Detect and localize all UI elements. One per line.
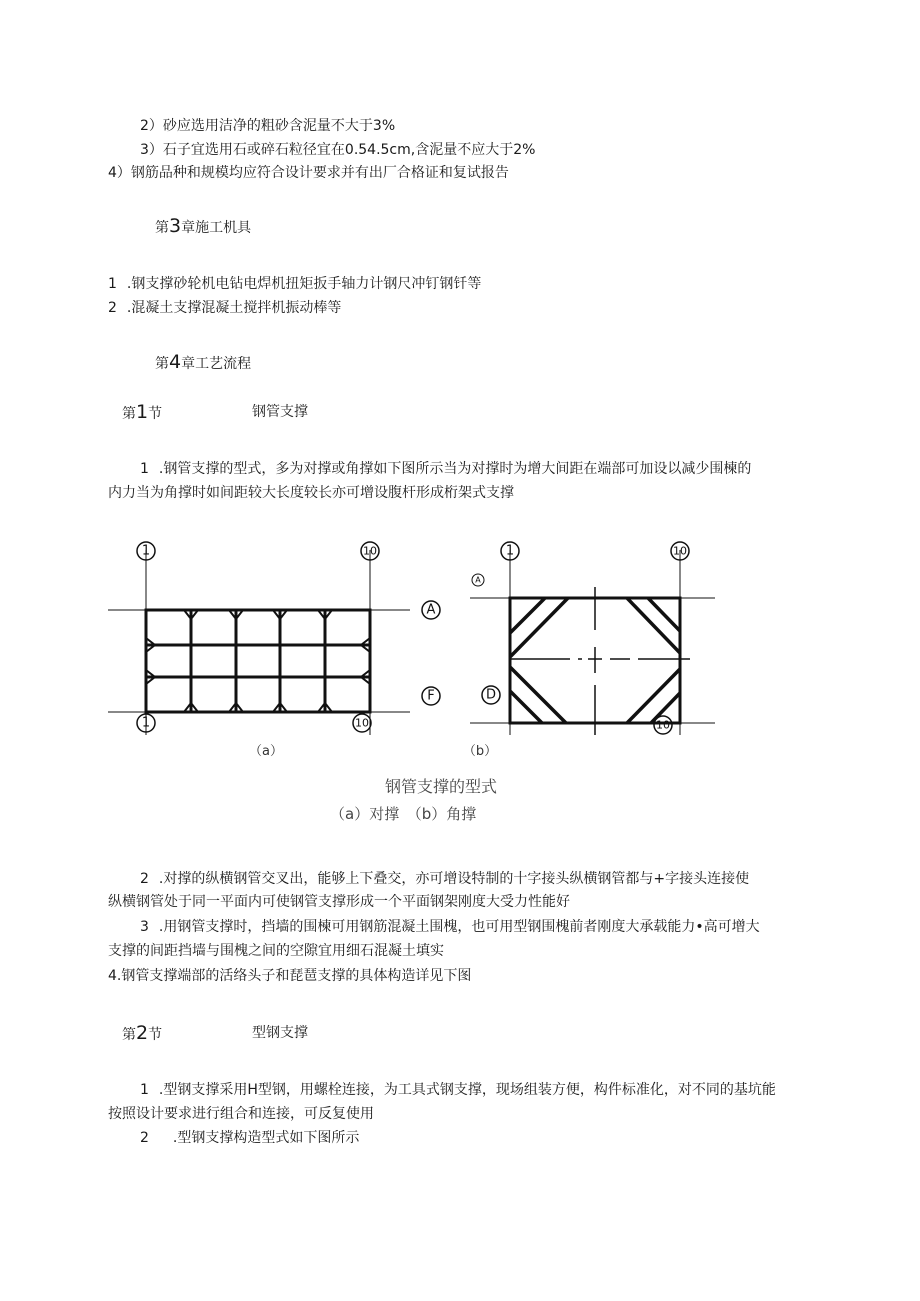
section1-para1-line1 — [140, 459, 751, 479]
axis-label: 10 — [673, 544, 687, 558]
section-suffix: 节 — [148, 406, 163, 422]
para-number: 2 — [140, 1130, 149, 1146]
list-number: 2 — [108, 300, 117, 316]
list-text: .混凝土支撑混凝土搅拌机振动棒等 — [126, 300, 342, 316]
section2-title: 型钢支撑 — [252, 1025, 308, 1041]
chapter-prefix: 第 — [155, 356, 169, 372]
section1-para2-line2: 纵横钢管处于同一平面内可使钢管支撑形成一个平面钢架刚度大受力性能好 — [108, 894, 570, 910]
steel-pipe-support-figure — [100, 535, 730, 770]
tools-item-2 — [108, 298, 341, 318]
sub-figure-a-label: （a） — [249, 744, 283, 759]
para-text: .型钢支撑构造型式如下图所示 — [172, 1130, 360, 1146]
diagram-b-labels — [472, 542, 689, 734]
material-item-3: 3）石子宜选用石或碎石粒径宜在0.54.5cm,含泥量不应大于2% — [140, 142, 536, 158]
axis-label: 10 — [355, 716, 369, 730]
axis-label: 1 — [505, 543, 515, 559]
axis-label: D — [485, 687, 497, 703]
section1-heading — [122, 402, 162, 424]
section-number: 1 — [136, 401, 149, 423]
section1-para3-line2: 支撑的间距挡墙与围槐之间的空隙宜用细石混凝土填实 — [108, 943, 444, 959]
axis-label: 1 — [141, 543, 151, 559]
para-text: .钢管支撑的型式，多为对撑或角撑如下图所示当为对撑时为增大间距在端部可加设以减少围楝的 — [158, 461, 752, 477]
section1-para2-line1 — [140, 869, 749, 889]
para-text: .用钢管支撑时，挡墙的围楝可用钢筋混凝土围槐，也可用型钢围槐前者刚度大承载能力•高可增大 — [158, 919, 760, 935]
section1-para1-line2: 内力当为角撑时如间距较大长度较长亦可增设腹杆形成桁架式支撑 — [108, 485, 514, 501]
section2-para1-line1 — [140, 1080, 776, 1100]
section-number: 2 — [136, 1022, 149, 1044]
section-prefix: 第 — [122, 406, 136, 422]
axis-label: F — [427, 688, 435, 704]
material-item-4: 4）钢筋品种和规模均应符合设计要求并有出厂合格证和复试报告 — [108, 165, 509, 181]
section2-para2 — [140, 1128, 359, 1148]
section-prefix: 第 — [122, 1027, 136, 1043]
para-number: 1 — [140, 1082, 149, 1098]
diagram-a-labels — [137, 542, 440, 732]
axis-label: A — [475, 575, 481, 585]
diagram-a-counter-brace — [108, 550, 410, 735]
chapter-title: 章工艺流程 — [181, 356, 252, 372]
axis-label: 10 — [363, 544, 377, 558]
list-number: 1 — [108, 276, 117, 292]
material-item-2: 2）砂应选用洁净的粗砂含泥量不大于3% — [140, 118, 396, 134]
section1-title: 钢管支撑 — [252, 404, 308, 420]
chapter-prefix: 第 — [155, 220, 169, 236]
chapter4-heading — [155, 352, 251, 374]
diagram-b-corner-brace — [470, 550, 715, 735]
list-text: .钢支撑砂轮机电钻电焊机扭矩扳手轴力计钢尺冲钉钢钎等 — [126, 276, 482, 292]
axis-label: 10 — [656, 718, 670, 732]
para-number: 3 — [140, 919, 149, 935]
para-number: 2 — [140, 871, 149, 887]
para-text: .对撑的纵横钢管交叉出，能够上下叠交，亦可增设特制的十字接头纵横钢管都与+字接头连接使 — [158, 871, 750, 887]
chapter-title: 章施工机具 — [181, 220, 252, 236]
section2-heading — [122, 1023, 162, 1045]
axis-label: A — [426, 602, 436, 618]
section2-para1-line2: 按照设计要求进行组合和连接，可反复使用 — [108, 1106, 374, 1122]
sub-figure-b-label: （b） — [462, 744, 498, 759]
section1-para3-line1 — [140, 917, 760, 937]
chapter3-heading — [155, 216, 251, 238]
chapter-number: 4 — [169, 351, 182, 373]
tools-item-1 — [108, 274, 481, 294]
chapter-number: 3 — [169, 215, 182, 237]
section-suffix: 节 — [148, 1027, 163, 1043]
para-number: 1 — [140, 461, 149, 477]
axis-label: 1 — [141, 715, 151, 731]
para-text: .型钢支撑采用H型钢，用螺栓连接，为工具式钢支撑，现场组装方便，构件标准化，对不同的基坑能 — [158, 1082, 776, 1098]
figure-title: 钢管支撑的型式 — [385, 777, 498, 796]
section1-para4: 4.钢管支撑端部的活络头子和琵琶支撑的具体构造详见下图 — [108, 968, 472, 984]
figure-subtitle: （a）对撑 （b）角撑 — [330, 805, 477, 823]
